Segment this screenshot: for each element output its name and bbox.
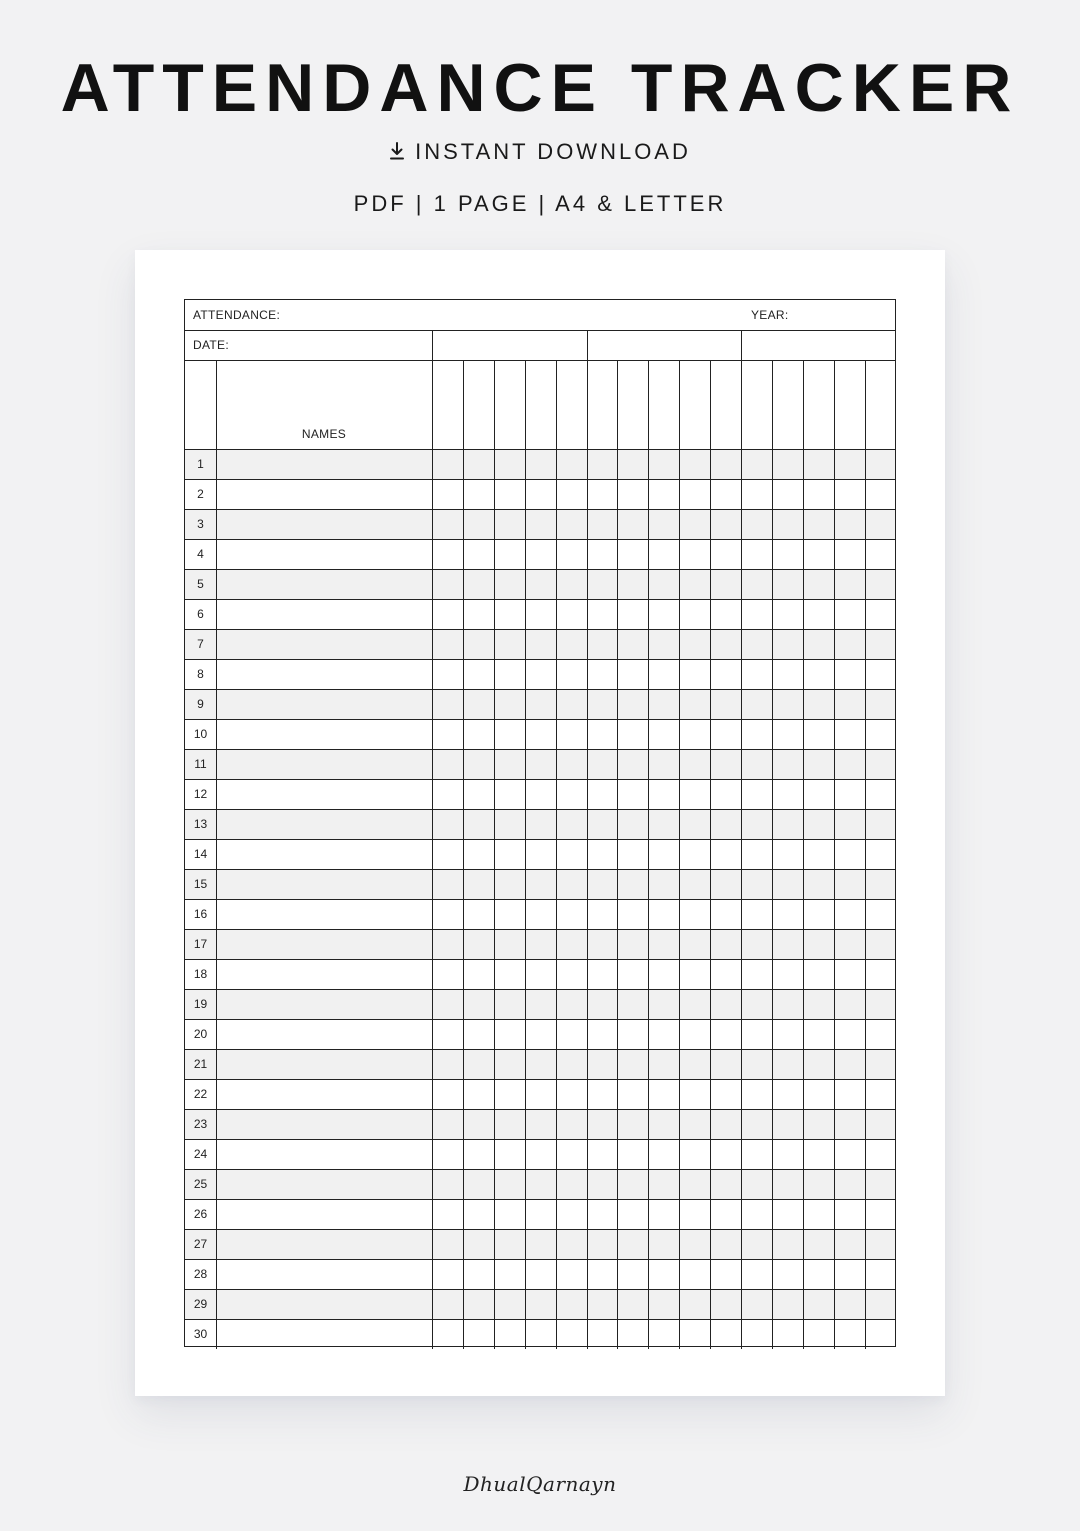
grid-line (865, 360, 866, 1349)
table-row (185, 599, 895, 629)
row-number: 3 (197, 517, 204, 531)
table-row (185, 929, 895, 959)
grid-line (185, 599, 895, 600)
grid-line (185, 1019, 895, 1020)
table-row (185, 899, 895, 929)
table-row (185, 989, 895, 1019)
grid-line (185, 1139, 895, 1140)
grid-line (185, 330, 895, 331)
table-row (185, 1229, 895, 1259)
grid-line (185, 360, 895, 361)
grid-line (185, 1199, 895, 1200)
grid-line (185, 959, 895, 960)
row-number: 16 (193, 907, 208, 921)
grid-line (587, 330, 588, 1349)
table-row (185, 1289, 895, 1319)
row-number: 17 (193, 937, 208, 951)
row-number: 1 (197, 457, 204, 471)
grid-line (556, 360, 557, 1349)
row-number: 8 (197, 667, 204, 681)
grid-line (617, 360, 618, 1349)
row-number: 14 (193, 847, 208, 861)
grid-line (710, 360, 711, 1349)
grid-line (185, 1229, 895, 1230)
table-row (185, 1109, 895, 1139)
row-number: 22 (193, 1087, 208, 1101)
row-number: 21 (193, 1057, 208, 1071)
row-number: 26 (193, 1207, 208, 1221)
grid-line (185, 1289, 895, 1290)
table-row (185, 509, 895, 539)
grid-line (185, 509, 895, 510)
grid-line (185, 779, 895, 780)
brand-logo: DhualQarnayn (463, 1472, 617, 1496)
grid-line (185, 719, 895, 720)
grid-line (772, 360, 773, 1349)
grid-line (185, 569, 895, 570)
grid-line (185, 1169, 895, 1170)
table-row (185, 1139, 895, 1169)
table-row (185, 1049, 895, 1079)
table-row (185, 719, 895, 749)
row-number: 23 (193, 1117, 208, 1131)
table-row (185, 1019, 895, 1049)
row-number: 2 (197, 487, 204, 501)
grid-line (185, 659, 895, 660)
grid-line (185, 929, 895, 930)
row-number: 9 (197, 697, 204, 711)
grid-line (185, 449, 895, 450)
download-label: INSTANT DOWNLOAD (415, 139, 691, 164)
attendance-grid (184, 299, 896, 1347)
row-number: 11 (194, 757, 207, 771)
grid-line (741, 330, 742, 1349)
table-row (185, 1259, 895, 1289)
table-row (185, 809, 895, 839)
table-row (185, 659, 895, 689)
table-row (185, 539, 895, 569)
page-title: ATTENDANCE TRACKER (60, 50, 1020, 126)
table-row (185, 1199, 895, 1229)
table-row (185, 479, 895, 509)
download-line (0, 137, 1080, 167)
grid-line (185, 1109, 895, 1110)
grid-line (185, 989, 895, 990)
grid-line (185, 629, 895, 630)
row-number: 29 (193, 1297, 208, 1311)
table-row (185, 689, 895, 719)
grid-line (185, 899, 895, 900)
row-number: 20 (193, 1027, 208, 1041)
row-number: 25 (193, 1177, 208, 1191)
grid-line (803, 360, 804, 1349)
row-number: 12 (193, 787, 208, 801)
specs-line: PDF | 1 PAGE | A4 & LETTER (353, 191, 727, 216)
table-row (185, 1169, 895, 1199)
grid-line (185, 1259, 895, 1260)
download-icon (389, 142, 405, 160)
grid-line (432, 330, 433, 1349)
grid-line (494, 360, 495, 1349)
year-label: YEAR: (751, 308, 789, 322)
row-number: 7 (197, 637, 204, 651)
row-number: 4 (197, 547, 204, 561)
grid-line (185, 809, 895, 810)
tracker-sheet (135, 250, 945, 1396)
grid-line (185, 1319, 895, 1320)
row-number: 15 (193, 877, 208, 891)
table-row (185, 779, 895, 809)
table-row (185, 1079, 895, 1109)
table-row (185, 749, 895, 779)
row-number: 10 (193, 727, 208, 741)
grid-line (185, 479, 895, 480)
table-row (185, 1319, 895, 1349)
row-number: 24 (193, 1147, 208, 1161)
grid-line (463, 360, 464, 1349)
row-number: 5 (197, 577, 204, 591)
grid-line (185, 1049, 895, 1050)
grid-line (679, 360, 680, 1349)
grid-line (185, 1079, 895, 1080)
attendance-label: ATTENDANCE: (193, 308, 281, 322)
grid-line (834, 360, 835, 1349)
names-header: NAMES (301, 427, 347, 441)
grid-line (216, 360, 217, 1349)
table-row (185, 959, 895, 989)
grid-line (185, 689, 895, 690)
date-label: DATE: (193, 338, 229, 352)
row-number: 6 (197, 607, 204, 621)
grid-line (185, 539, 895, 540)
grid-line (185, 839, 895, 840)
table-row (185, 449, 895, 479)
grid-line (648, 360, 649, 1349)
row-number: 18 (193, 967, 208, 981)
table-row (185, 629, 895, 659)
row-number: 28 (193, 1267, 208, 1281)
grid-line (185, 869, 895, 870)
row-number: 30 (193, 1327, 208, 1341)
table-row (185, 869, 895, 899)
row-number: 27 (193, 1237, 208, 1251)
table-row (185, 569, 895, 599)
grid-line (525, 360, 526, 1349)
row-number: 19 (193, 997, 208, 1011)
row-number: 13 (193, 817, 208, 831)
grid-line (185, 749, 895, 750)
table-row (185, 839, 895, 869)
